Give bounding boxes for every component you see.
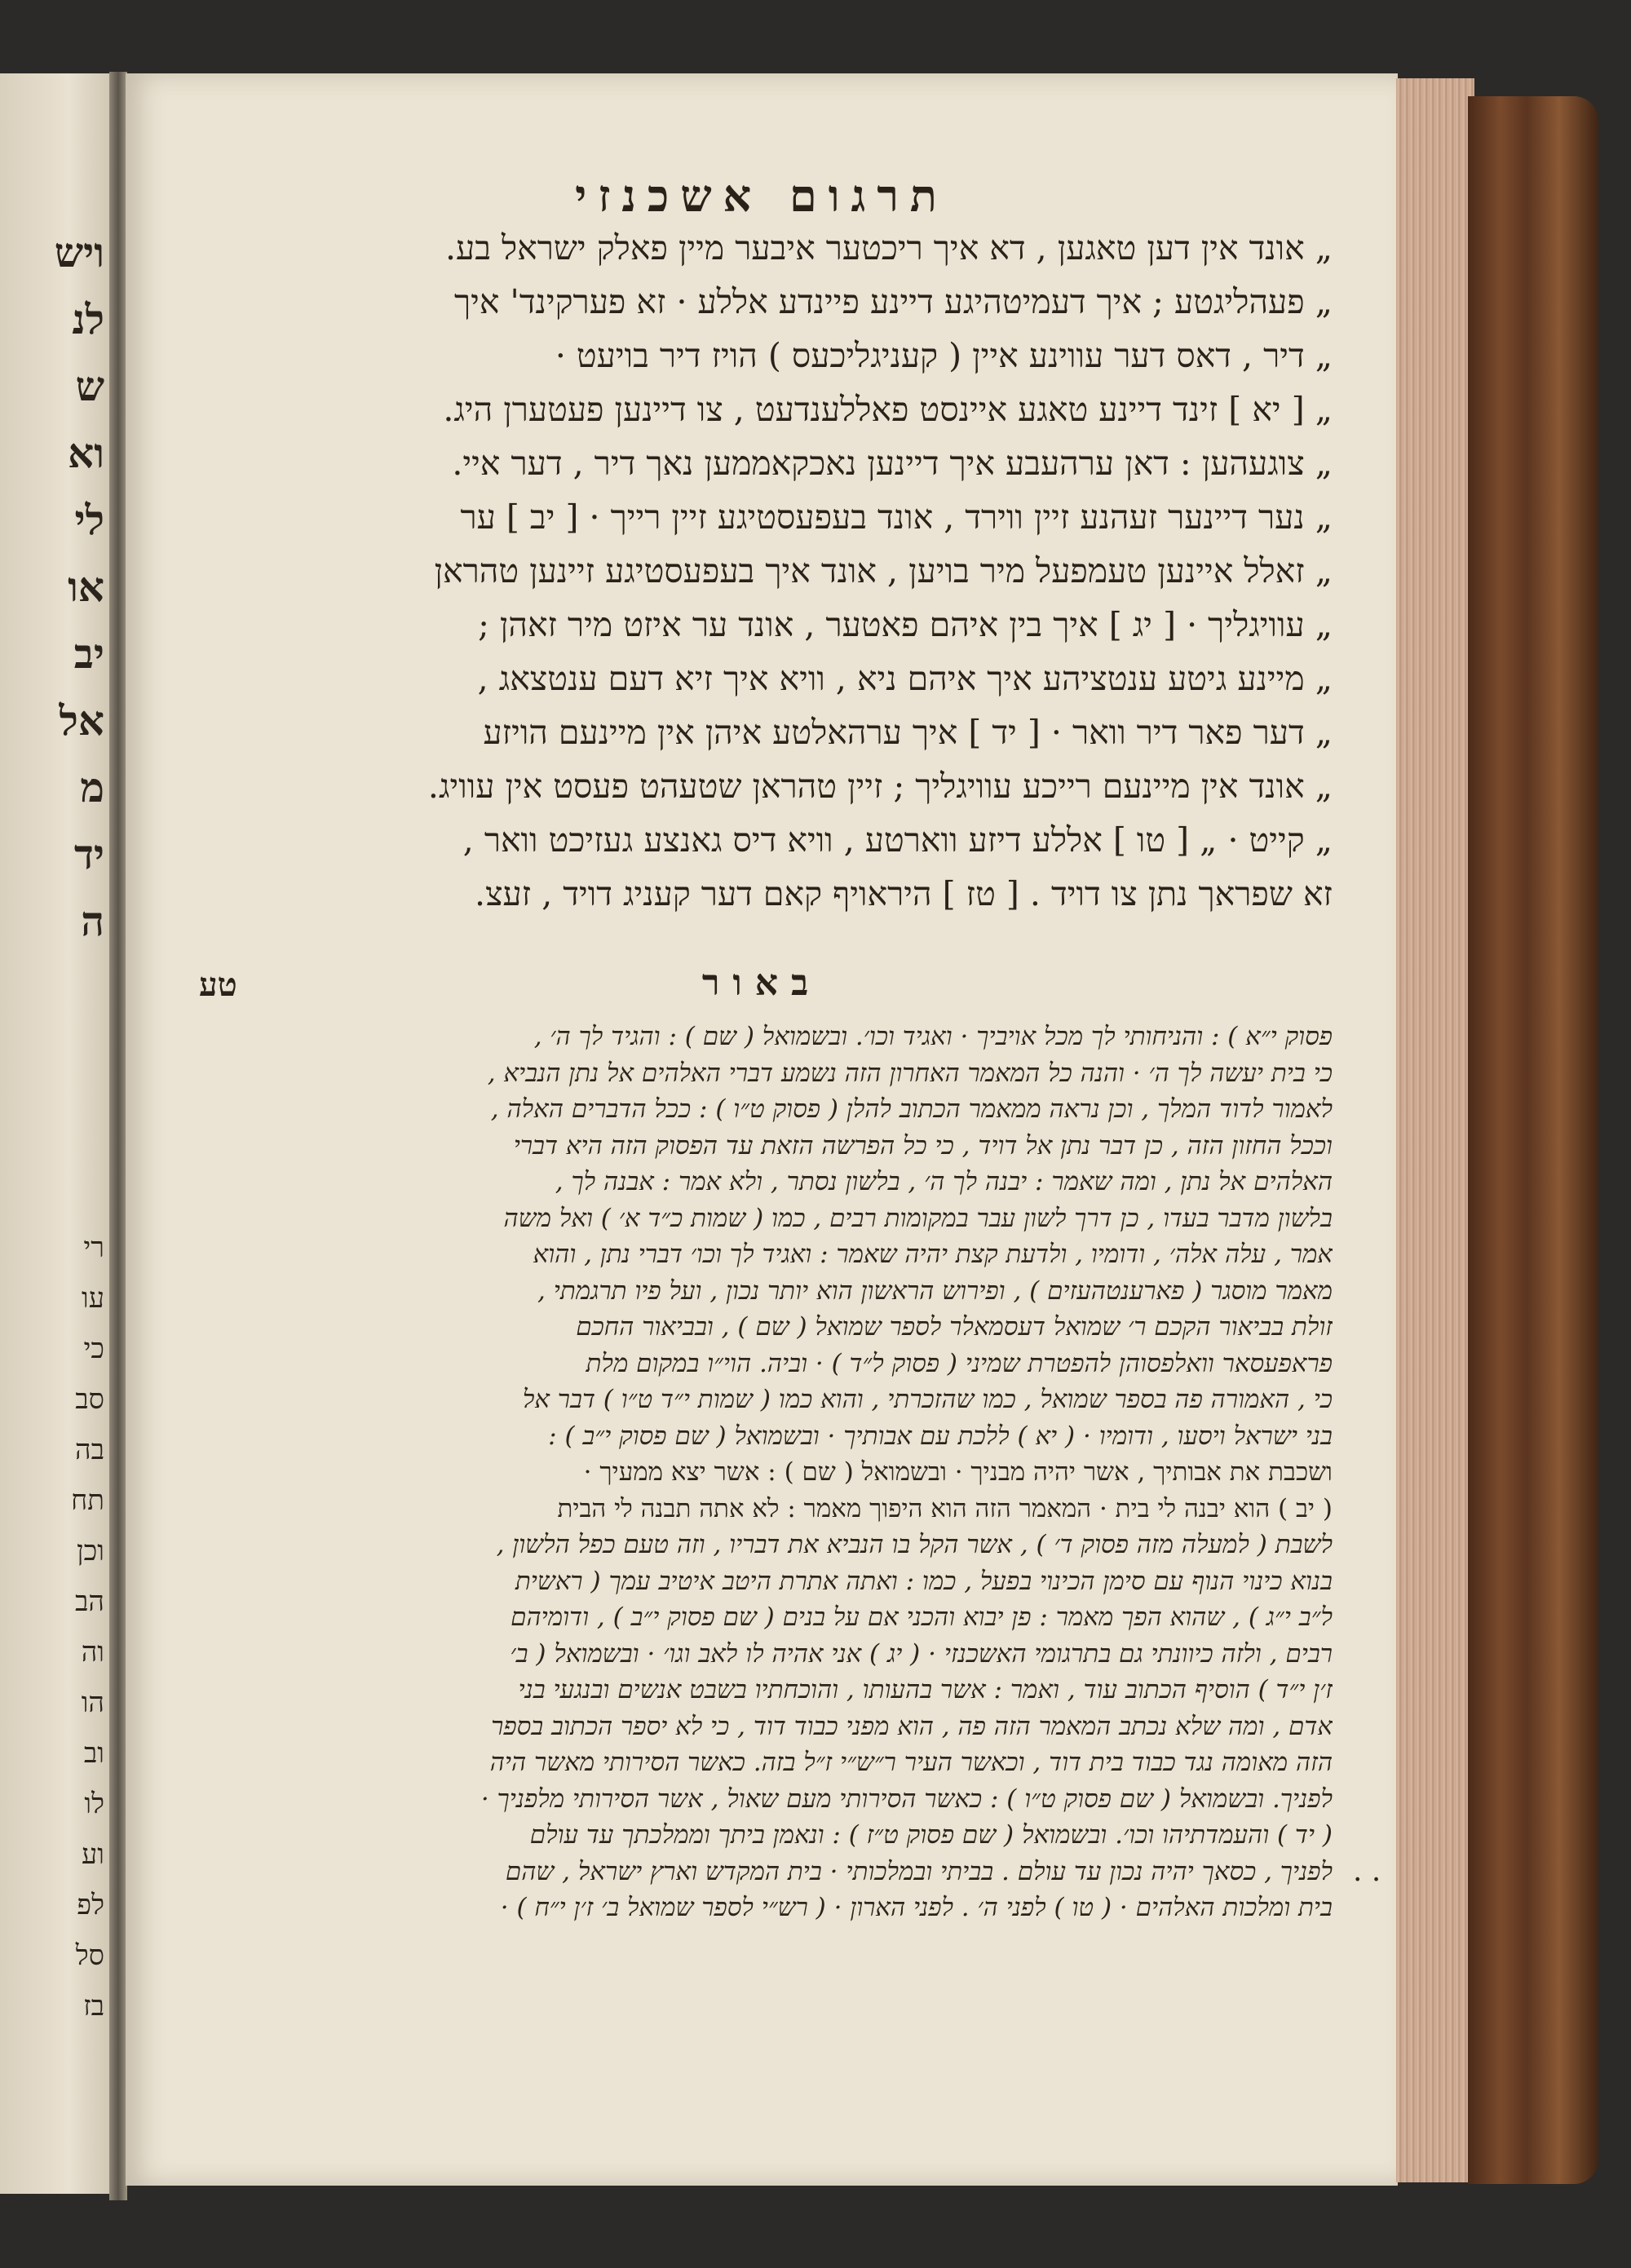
commentary-line: לאמור לדוד המלך , וכן נראה ממאמר הכתוב להלן ( פסוק ט״ו ) : ככל הדברים האלה , bbox=[490, 1094, 1333, 1124]
commentary-line: פסוק י״א ) : והניחותי לך מכל אויביך · ואגיד וכו׳. ובשמואל ( שם ) : והגיד לך ה׳ , bbox=[533, 1022, 1333, 1051]
commentary-line: ( יב ) הוא יבנה לי בית · המאמר הזה הוא היפוך מאמר : לא אתה תבנה לי הבית bbox=[557, 1493, 1333, 1523]
page-edges bbox=[1396, 78, 1474, 2182]
section-title: באור bbox=[701, 962, 822, 1004]
leather-cover bbox=[1468, 96, 1598, 2184]
commentary-line: בלשון מדבר בעדו , כן דרך לשון עבר במקומות רבים , כמו ( שמות כ״ד א׳ ) ואל משה bbox=[503, 1203, 1333, 1233]
commentary-line: אמר , עלה אלה׳ , ודומיו , ולדעת קצת יהיה שאמר : ואגיד לך וכו׳ דברי נתן , והוא bbox=[533, 1240, 1333, 1269]
left-page-fragment: עו bbox=[82, 1282, 104, 1315]
left-page-fragment: בז bbox=[83, 1990, 104, 2023]
left-page-fragment: וא bbox=[68, 429, 104, 477]
commentary-line: בני ישראל ויסעו , ודומיו · ( יא ) ללכת עם אבותיך · ובשמואל ( שם פסוק י״ב ) : bbox=[548, 1421, 1333, 1451]
commentary-line: בית ומלכות האלהים · ( טו ) לפני ה׳ . לפני הארון · ( רש״י לספר שמואל ב׳ ז׳ן י״ח ) · bbox=[500, 1893, 1333, 1922]
commentary-line: לפניך , כסאך יהיה נכון עד עולם . בביתי ובמלכותי · בית המקדש וארץ ישראל , שהם bbox=[505, 1856, 1333, 1886]
left-page-fragment: ש bbox=[75, 362, 104, 410]
left-page-fragment: כי bbox=[83, 1333, 104, 1365]
left-page-fragment: הב bbox=[75, 1585, 104, 1618]
commentary-line: וככל החזון הזה , כן דבר נתן אל דויד , כי כל הפרשה הזאת עד הפסוק הזה היא דברי bbox=[513, 1130, 1333, 1161]
left-page-fragment: לי bbox=[74, 496, 104, 544]
commentary-line: כי בית יעשה לך ה׳ · והנה כל המאמר האחרון הזה נשמע דברי האלהים אל נתן הנביא , bbox=[487, 1058, 1333, 1088]
left-page-fragment: יב bbox=[73, 630, 104, 678]
translation-line: „ [ יא ] זינד דיינע טאגע איינסט פאללענדעט , צו דיינען פעטערן היג. bbox=[443, 390, 1333, 429]
commentary-line: זולת בביאור הקכם ר׳ שמואל דעסמאלר לספר שמואל ( שם ) , ובביאור החכם bbox=[576, 1312, 1333, 1342]
commentary-line: ל״ב י״ג ) , שהוא הפך מאמר : פן יבוא והכני אם על בנים ( שם פסוק י״ב ) , ודומיהם bbox=[511, 1603, 1333, 1632]
translation-line: „ אונד אין דען טאגען , דא איך ריכטער איבער מיין פאלק ישראל בע. bbox=[444, 228, 1333, 267]
left-page-fragment: תח bbox=[71, 1484, 104, 1517]
left-page-fragment: ויש bbox=[54, 228, 104, 276]
previous-page-fragment bbox=[0, 73, 114, 2194]
translation-line: „ צוגעהען : דאן ערהעבע איך דיינען נאכקאממען נאך דיר , דער איי. bbox=[452, 444, 1333, 483]
left-page-fragment: וע bbox=[82, 1838, 104, 1871]
left-page-fragment: לנ bbox=[72, 295, 104, 343]
left-page-fragment: ה bbox=[81, 897, 104, 945]
commentary-line: ז׳ן י״ד ) הוסיף הכתוב עוד , ואמר : אשר בהעותו , והוכחתיו בשבט אנשים ובנגעי בני bbox=[518, 1675, 1333, 1704]
left-page-fragment: לפ bbox=[77, 1889, 104, 1921]
book-gutter bbox=[109, 72, 127, 2200]
book-page bbox=[126, 73, 1398, 2186]
left-page-fragment: לו bbox=[84, 1788, 104, 1820]
commentary-line: ( יד ) והעמדתיהו וכו׳. ובשמואל ( שם פסוק ט״ז ) : ונאמן ביתך וממלכתך עד עולם bbox=[529, 1820, 1333, 1850]
translation-line: זא שפראך נתן צו דויד . [ טז ] היראויף קאם דער קעניג דויד , זעצ. bbox=[475, 874, 1333, 913]
commentary-line: פראפעסאר וואלפסוהן להפטרת שמיני ( פסוק ל״ד ) · וביה. הוי״ו במקום מלת bbox=[586, 1348, 1333, 1378]
left-page-fragment: רי bbox=[83, 1231, 104, 1264]
left-page-fragment: סב bbox=[75, 1383, 104, 1416]
commentary-line: אדם , ומה שלא נכתב המאמר הזה פה , הוא מפני כבוד דוד , כי לא יספר הכתוב בספר bbox=[491, 1711, 1333, 1741]
translation-line: „ קייט · „ [ טו ] אללע דיזע ווארטע , וויא דיס גאנצע געזיכט וואר , bbox=[462, 820, 1333, 860]
left-page-fragment: וב bbox=[83, 1737, 104, 1770]
page-number: טע bbox=[199, 966, 237, 1004]
commentary-line: לפניך. ובשמואל ( שם פסוק ט״ו ) : כאשר הסירותי מעם שאול , אשר הסירותי מלפניך · bbox=[480, 1784, 1333, 1814]
translation-line: „ דער פאר דיר וואר · [ יד ] איך ערהאלטע איהן אין מיינעם הויזע bbox=[483, 713, 1333, 752]
commentary-line: כי , האמורה פה בספר שמואל , כמו שהזכרתי , והוא כמו ( שמות י״ד ט״ו ) דבר אל bbox=[522, 1385, 1333, 1414]
commentary-line: האלהים אל נתן , ומה שאמר : יבנה לך ה׳ , בלשון נסתר , ולא אמר : אבנה לך , bbox=[555, 1167, 1333, 1196]
translation-line: „ פעהליגטע ; איך דעמיטהיגע דיינע פיינדע אללע · זא פערקינד' איך bbox=[454, 282, 1333, 321]
left-page-fragment: אל bbox=[59, 696, 104, 745]
commentary-line: לשבת ( למעלה מזה פסוק ד׳ ) , אשר הקל בו הנביא את דבריו , וזה טעם כפל הלשון , bbox=[496, 1530, 1333, 1559]
translation-line: „ עוויגליך · [ יג ] איך בין איהם פאטער , אונד ער איזט מיר זאהן ; bbox=[478, 605, 1333, 644]
translation-line: „ דיר , דאס דער עווינע איין ( קעניגליכעס ) הויז דיר בויעט · bbox=[555, 336, 1333, 375]
left-page-fragment: מ bbox=[80, 763, 104, 811]
left-page-fragment: סל bbox=[75, 1939, 104, 1972]
left-page-fragment: או bbox=[68, 563, 104, 611]
translation-line: „ מיינע גיטע ענטציהע איך איהם ניא , וויא איך זיא דעם ענטצאג , bbox=[477, 659, 1333, 698]
commentary-line: בנוא כינוי הנוף עם סימן הכינוי בפעל , כמו : ואתה אתרת היטב איטיב עמך ( ראשית bbox=[515, 1566, 1333, 1596]
running-head: תרגום אשכנזי bbox=[575, 170, 948, 222]
translation-line: „ זאלל איינען טעמפעל מיר בויען , אונד איך בעפעסטיגע זיינען טהראן bbox=[434, 551, 1333, 590]
left-page-fragment: וכן bbox=[77, 1535, 104, 1567]
left-page-fragment: הו bbox=[81, 1687, 104, 1719]
margin-mark: · · bbox=[1353, 1863, 1381, 1897]
translation-line: „ אונד אין מיינעם רייכע עוויגליך ; זיין טהראן שטעהט פעסט אין עוויג. bbox=[427, 767, 1333, 806]
translation-line: „ נער דיינער זעהנע זיין ווירד , אונד בעפעסטיגע זיין רייך · [ יב ] ער bbox=[460, 497, 1333, 537]
commentary-line: רבים , ולזה כיוונתי גם בתרגומי האשכנזי · ( יג ) אני אהיה לו לאב וגו׳ · ובשמואל ( ב׳ bbox=[510, 1638, 1333, 1669]
left-page-fragment: יד bbox=[73, 830, 104, 878]
commentary-line: מאמר מוסגר ( פארענטהעזים ) , ופירוש הראשון הוא יותר נכון , ועל פיו תרגמתי , bbox=[537, 1275, 1333, 1306]
commentary-line: ושכבת את אבותיך , אשר יהיה מבניך · ובשמואל ( שם ) : אשר יצא ממעיך · bbox=[583, 1457, 1333, 1487]
left-page-fragment: בה bbox=[75, 1434, 104, 1466]
left-page-fragment: וה bbox=[81, 1636, 104, 1669]
commentary-line: הזה מאומה נגד כבוד בית דוד , וכאשר העיר ר״ש״י ז״ל בזה. כאשר הסירותי מאשר היה bbox=[489, 1748, 1333, 1777]
